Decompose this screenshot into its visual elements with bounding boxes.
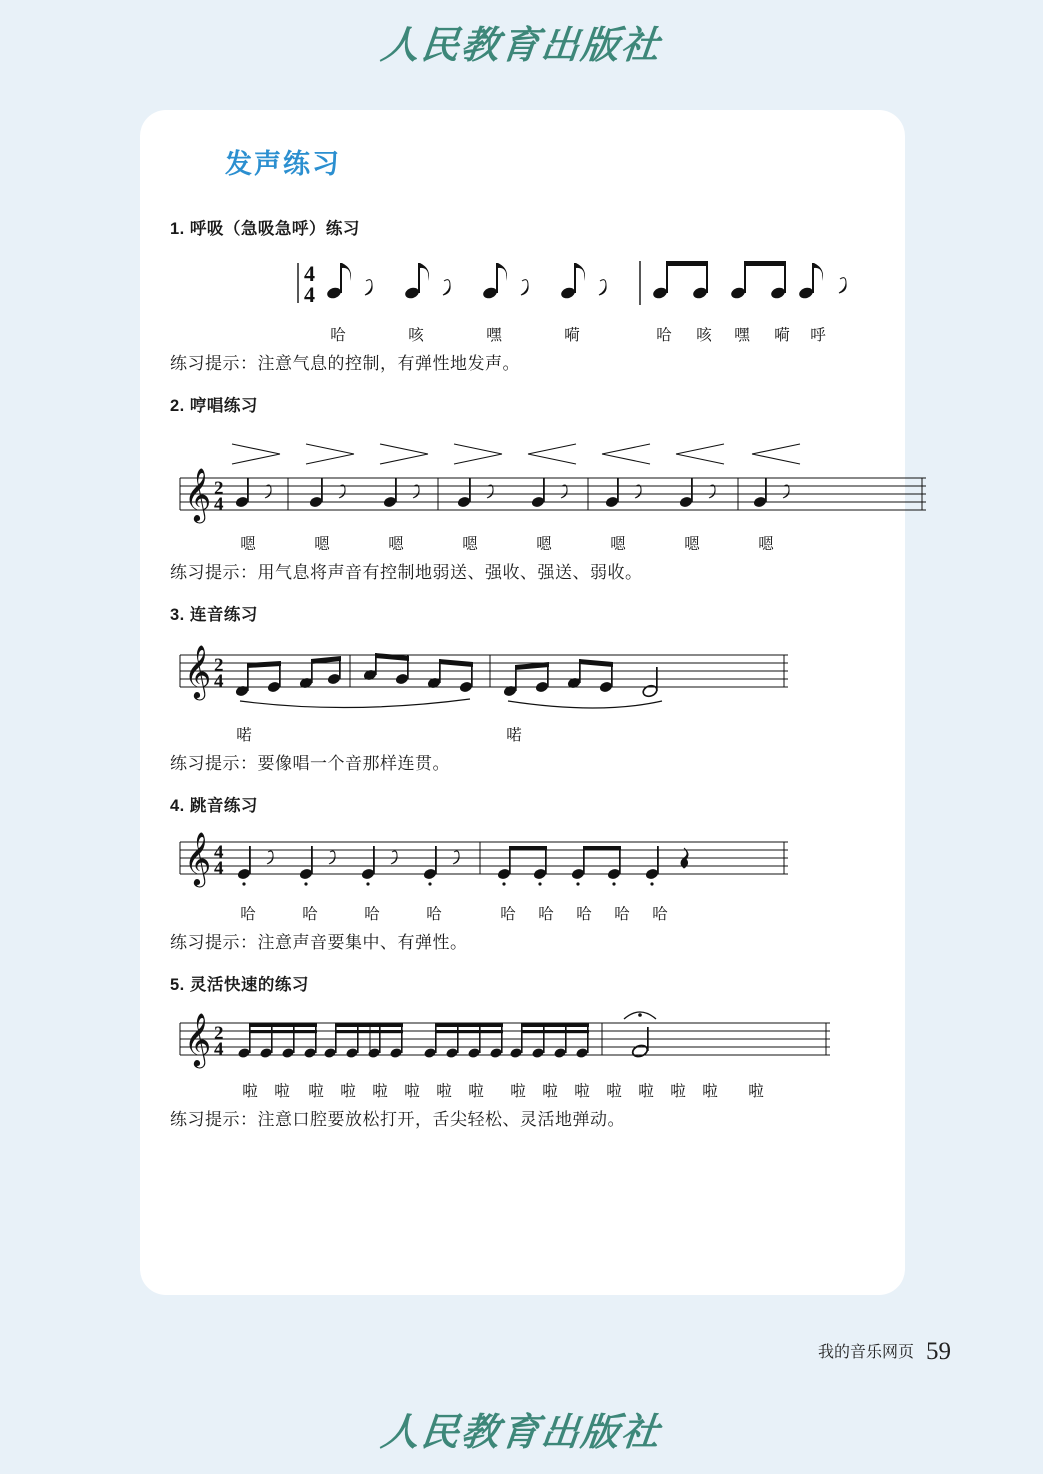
- svg-text:𝄞: 𝄞: [184, 646, 212, 697]
- music-staff-1: [170, 245, 870, 323]
- publisher-watermark-bottom: 人民教育出版社: [378, 1412, 664, 1454]
- exercise-heading: 1. 呼吸（急吸急呼）练习: [170, 220, 360, 238]
- exercise-tip: 练习提示：注意声音要集中、有弹性。: [170, 933, 468, 952]
- svg-text:4: 4: [304, 282, 315, 307]
- publisher-watermark-top: 人民教育出版社: [378, 25, 664, 67]
- svg-text:𝄞: 𝄞: [184, 833, 212, 884]
- exercise-heading: 5. 灵活快速的练习: [170, 976, 309, 994]
- exercise-tip: 练习提示：注意口腔要放松打开，舌尖轻松、灵活地弹动。: [170, 1110, 625, 1129]
- footer-label: 我的音乐网页: [817, 1344, 914, 1361]
- exercise-tip: 练习提示：用气息将声音有控制地弱送、强收、强送、弱收。: [170, 563, 643, 582]
- svg-text:4: 4: [214, 671, 224, 692]
- exercise-heading: 2. 哼唱练习: [170, 397, 258, 415]
- svg-text:4: 4: [214, 1039, 224, 1060]
- lyrics-row-3: 喏 喏: [236, 727, 522, 744]
- exercise-2: [170, 392, 875, 583]
- content-card: [140, 110, 905, 1295]
- exercise-heading: 3. 连音练习: [170, 606, 258, 624]
- lyrics-row-5: 啦 啦 啦 啦 啦 啦 啦 啦 啦 啦 啦 啦 啦 啦 啦 啦: [242, 1083, 764, 1100]
- svg-text:2: 2: [214, 1023, 224, 1044]
- page-title: 发声练习: [225, 149, 341, 179]
- music-staff-5: [170, 1001, 870, 1079]
- music-staff-3: [170, 631, 870, 723]
- exercise-3: [170, 601, 875, 774]
- svg-text:4: 4: [214, 858, 224, 879]
- svg-text:2: 2: [214, 478, 224, 499]
- svg-text:𝄞: 𝄞: [184, 469, 212, 520]
- music-staff-4: [170, 822, 870, 902]
- exercise-list: [170, 215, 875, 1148]
- exercise-4: [170, 792, 875, 953]
- svg-text:4: 4: [304, 261, 315, 286]
- svg-text:2: 2: [214, 655, 224, 676]
- exercise-tip: 练习提示：要像唱一个音那样连贯。: [170, 754, 450, 773]
- page-number: 59: [926, 1338, 951, 1365]
- lyrics-row-4: 哈 哈 哈 哈 哈 哈 哈 哈 哈: [240, 906, 668, 923]
- svg-text:4: 4: [214, 494, 224, 515]
- svg-text:𝄞: 𝄞: [184, 1014, 212, 1065]
- lyrics-row-1: 哈 咳 嘿 嗬 哈 咳 嘿 嗬 呼: [330, 327, 826, 344]
- svg-text:4: 4: [214, 842, 224, 863]
- exercise-tip: 练习提示：注意气息的控制，有弹性地发声。: [170, 354, 520, 373]
- lyrics-row-2: 嗯 嗯 嗯 嗯 嗯 嗯 嗯 嗯: [240, 536, 774, 553]
- exercise-heading: 4. 跳音练习: [170, 797, 258, 815]
- page-footer: [818, 1338, 951, 1366]
- exercise-5: [170, 971, 875, 1130]
- exercise-1: [170, 215, 875, 374]
- music-staff-2: [170, 422, 870, 532]
